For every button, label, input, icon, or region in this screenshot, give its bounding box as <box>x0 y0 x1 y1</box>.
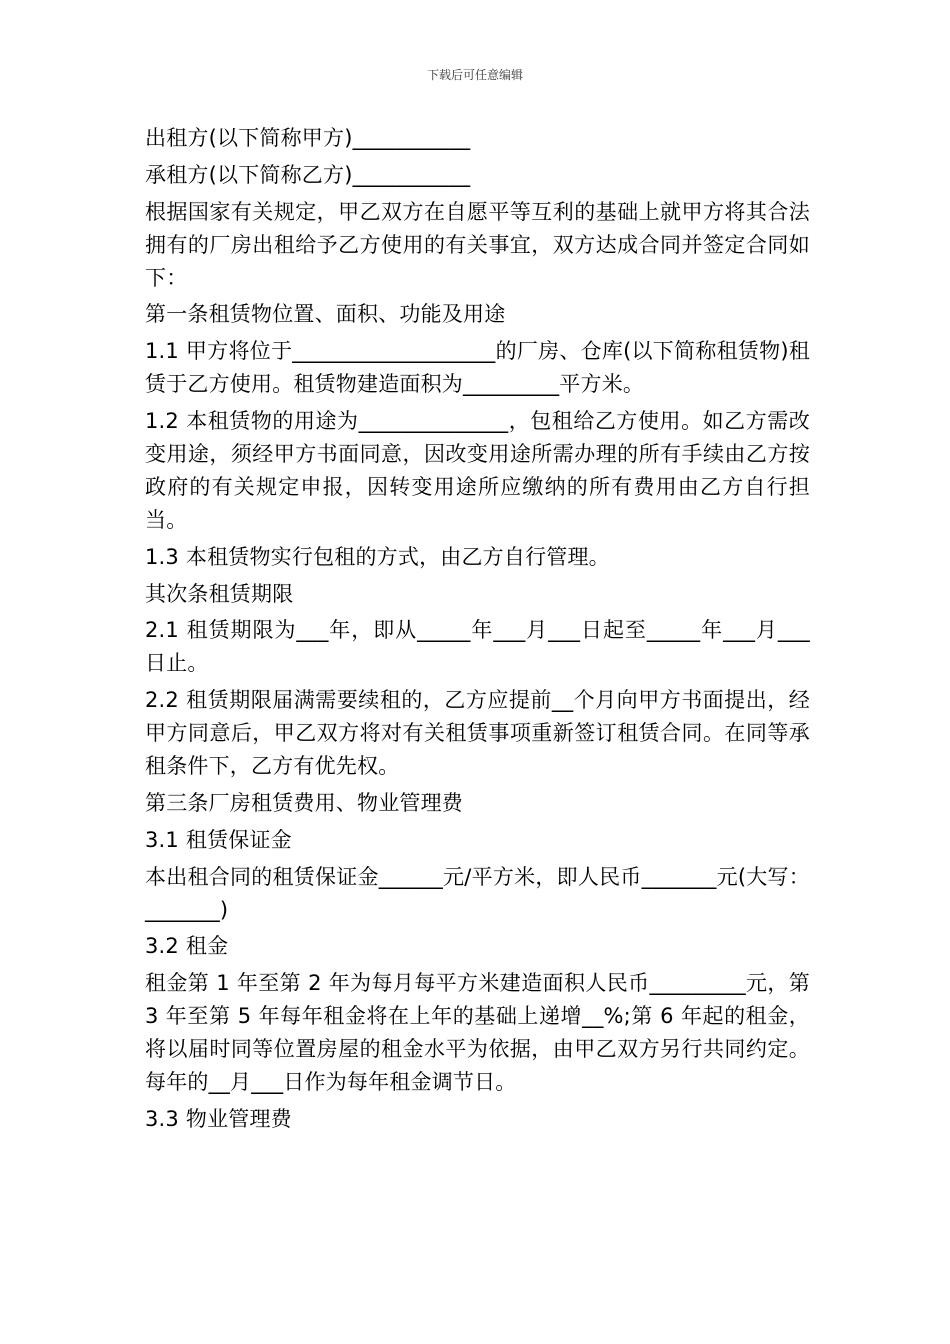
header-note: 下载后可任意编辑 <box>426 68 523 82</box>
rent-paragraph: 租金第 1 年至第 2 年为每月每平方米建造面积人民币_________元，第 3 年至第 5 年每年租金将在上年的基础上递增__%;第 6 年起的租金，将以届时同等位置房屋的租金水平为依据，由甲乙双方另行共同约定。每年的__月___日作为每年租金调节日。 <box>145 971 810 1095</box>
clause-3-2-heading: 3.2 租金 <box>145 934 229 959</box>
article-2-heading: 其次条租赁期限 <box>145 581 294 606</box>
clause-1-1: 1.1 甲方将位于___________________的厂房、仓库(以下简称租赁物)租赁于乙方使用。租赁物建造面积为_________平方米。 <box>145 339 810 397</box>
lessee-line: 承租方(以下简称乙方)___________ <box>145 162 471 187</box>
clause-3-1-heading: 3.1 租赁保证金 <box>145 827 292 852</box>
clause-2-1: 2.1 租赁期限为___年，即从_____年___月___日起至_____年___月___日止。 <box>145 618 810 676</box>
lessor-line: 出租方(以下简称甲方)___________ <box>145 126 471 150</box>
article-1-heading: 第一条租赁物位置、面积、功能及用途 <box>145 302 506 327</box>
clause-3-3-heading: 3.3 物业管理费 <box>145 1106 292 1131</box>
preamble-paragraph: 根据国家有关规定，甲乙双方在自愿平等互利的基础上就甲方将其合法拥有的厂房出租给予乙方使用的有关事宜，双方达成合同并签定合同如下： <box>145 199 810 290</box>
clause-1-3: 1.3 本租赁物实行包租的方式，由乙方自行管理。 <box>145 544 610 569</box>
article-3-heading: 第三条厂房租赁费用、物业管理费 <box>145 790 463 815</box>
clause-2-2: 2.2 租赁期限届满需要续租的，乙方应提前__个月向甲方书面提出，经甲方同意后，甲乙双方将对有关租赁事项重新签订租赁合同。在同等承租条件下，乙方有优先权。 <box>145 688 810 779</box>
deposit-paragraph: 本出租合同的租赁保证金______元/平方米，即人民币_______元(大写：_______) <box>145 864 810 922</box>
contract-body <box>145 122 810 1140</box>
clause-1-2: 1.2 本租赁物的用途为______________，包租给乙方使用。如乙方需改变用途，须经甲方书面同意，因改变用途所需办理的所有手续由乙方按政府的有关规定申报，因转变用途所应缴纳的所有费用由乙方自行担当。 <box>145 408 810 532</box>
